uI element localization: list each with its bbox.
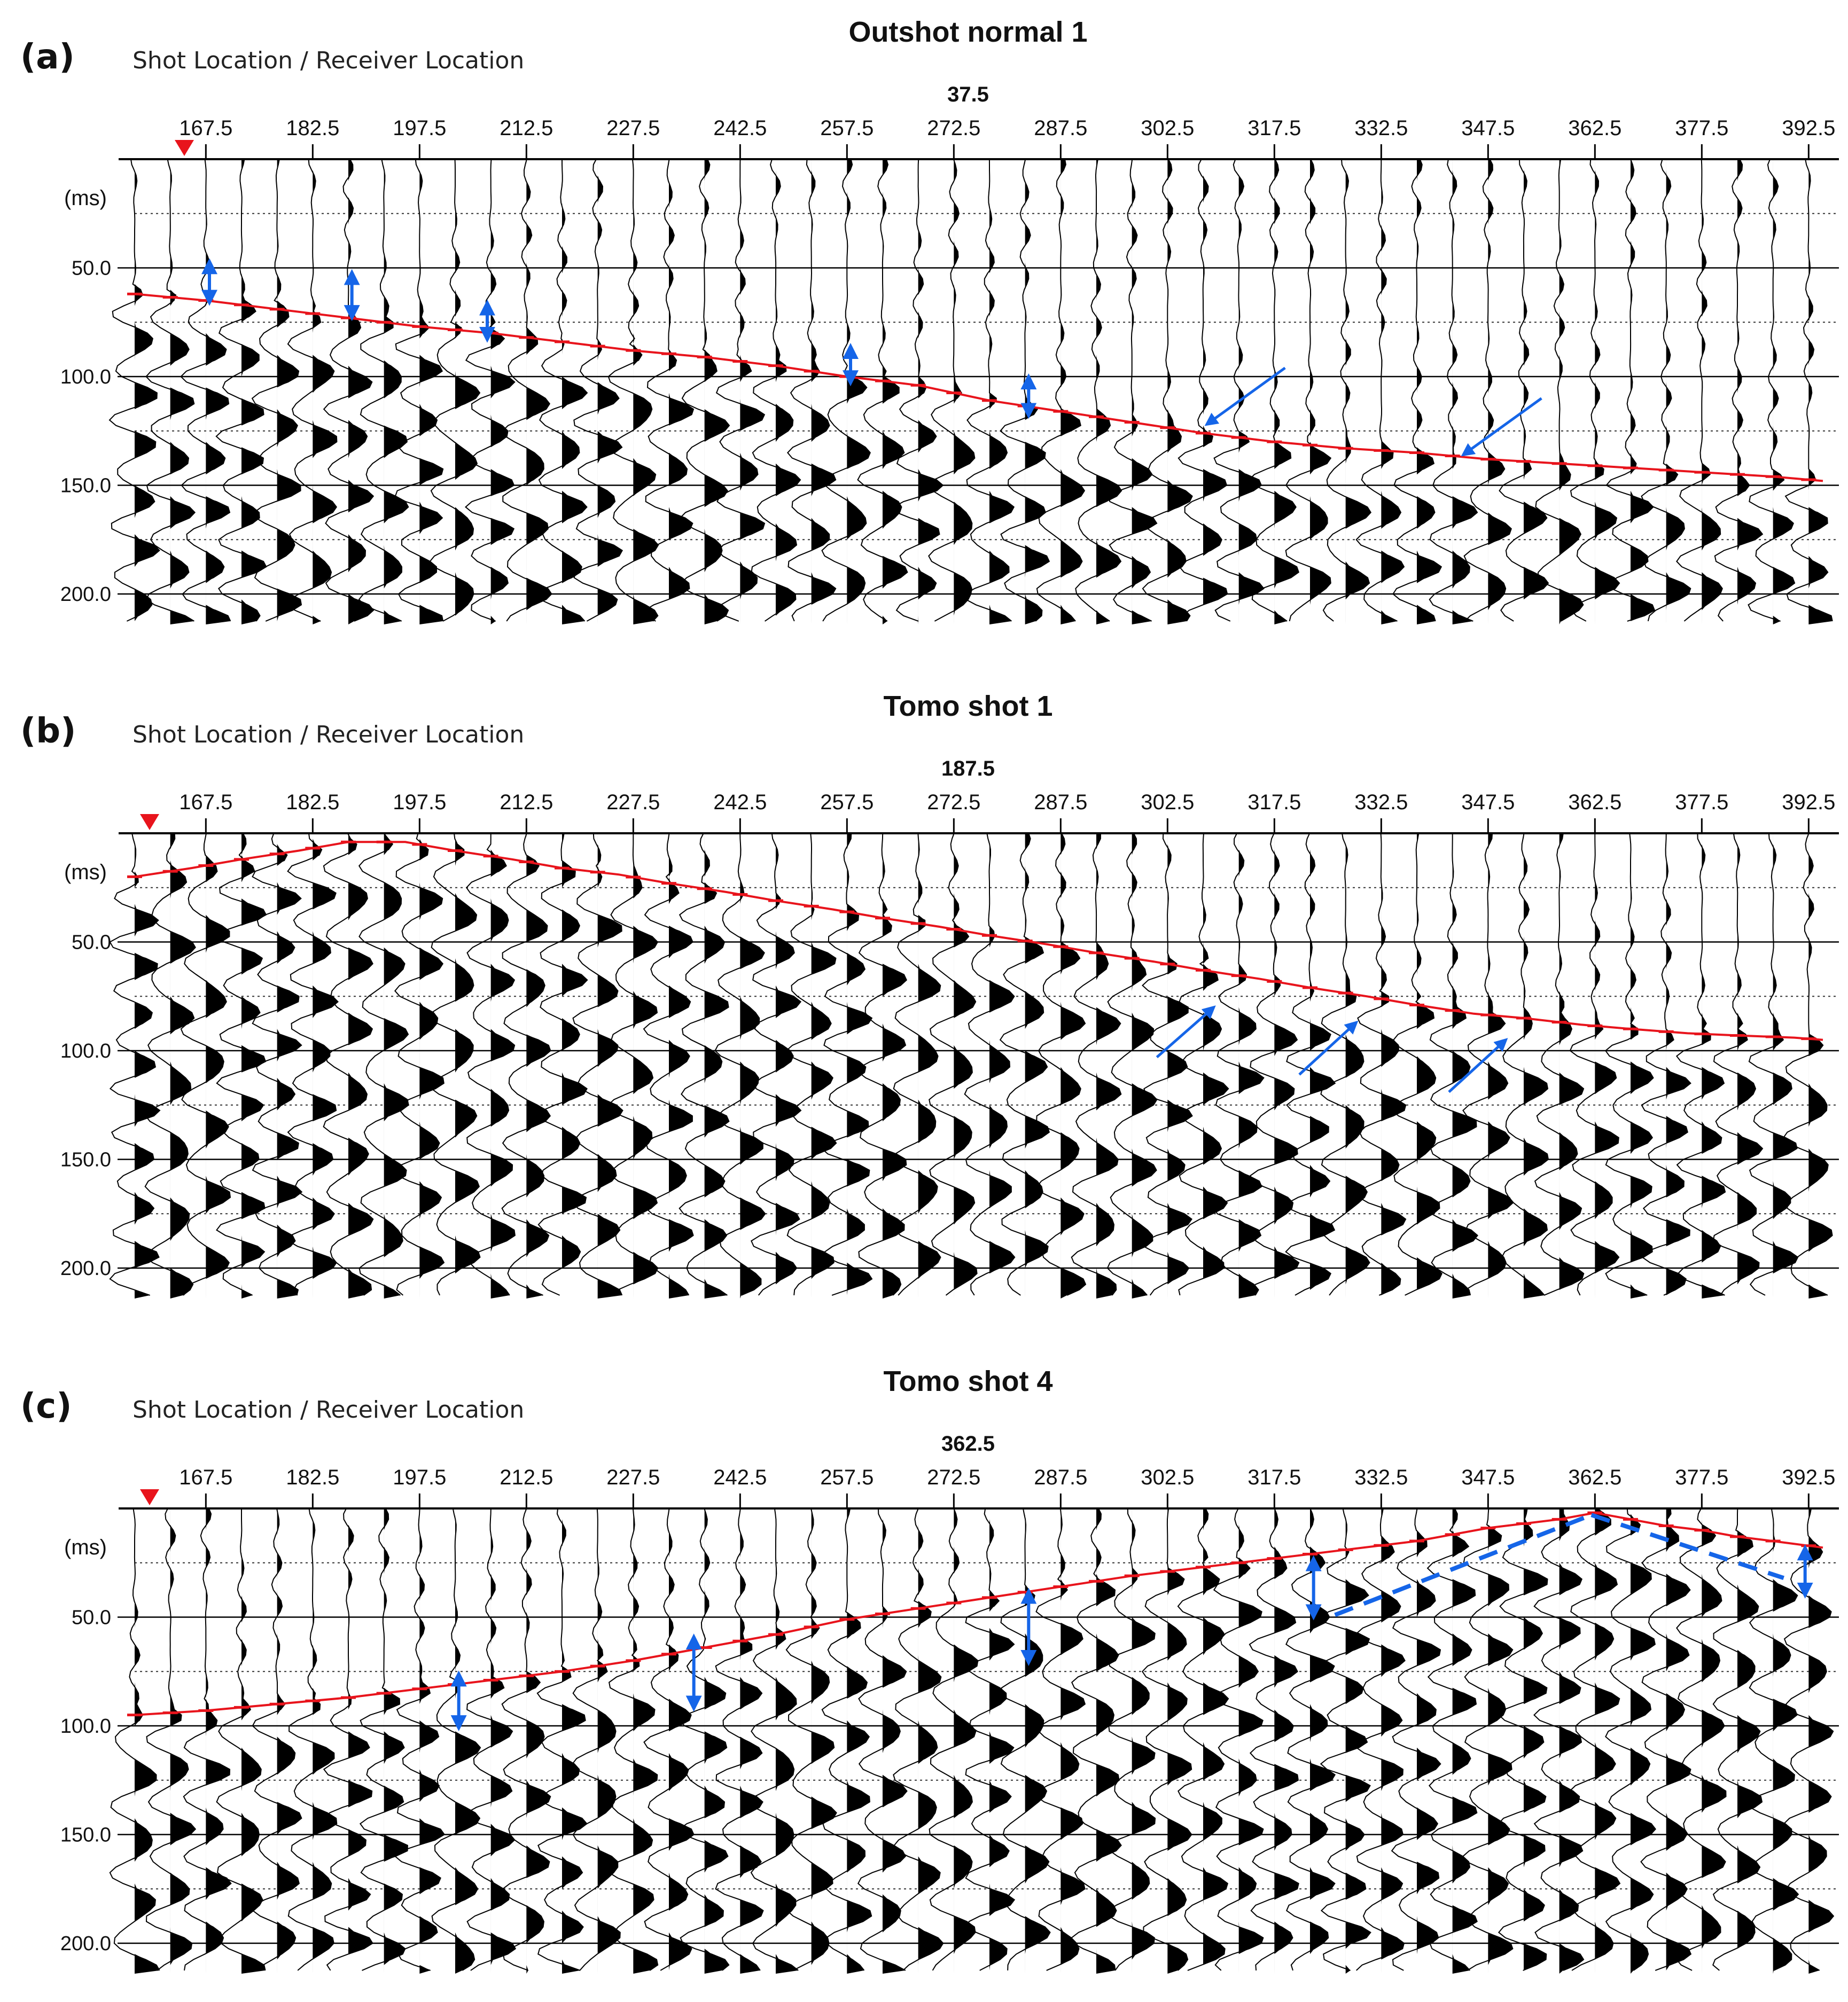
x-tick-label: 212.5	[500, 1466, 553, 1489]
x-tick-label: 392.5	[1782, 116, 1836, 140]
x-tick-label: 347.5	[1461, 791, 1515, 814]
x-tick-label: 227.5	[606, 791, 660, 814]
x-tick-label: 302.5	[1141, 116, 1195, 140]
y-tick-label: 200.0	[60, 1933, 111, 1955]
x-tick-label: 347.5	[1461, 1466, 1515, 1489]
x-tick-label: 317.5	[1247, 791, 1301, 814]
x-tick-label: 377.5	[1675, 116, 1729, 140]
y-tick-label: 200.0	[60, 1257, 111, 1280]
x-tick-label: 302.5	[1141, 791, 1195, 814]
x-tick-label: 227.5	[606, 116, 660, 140]
y-tick-label: 200.0	[60, 583, 111, 606]
x-tick-label: 392.5	[1782, 1466, 1836, 1489]
panel-a-letter: (a)	[20, 37, 75, 77]
x-tick-label: 197.5	[393, 791, 447, 814]
x-tick-label: 197.5	[393, 1466, 447, 1489]
x-tick-label: 317.5	[1247, 116, 1301, 140]
x-tick-label: 287.5	[1034, 791, 1088, 814]
x-tick-label: 377.5	[1675, 1466, 1729, 1489]
x-tick-label: 242.5	[713, 791, 767, 814]
x-tick-label: 167.5	[179, 116, 233, 140]
x-tick-label: 287.5	[1034, 1466, 1088, 1489]
y-tick-label: 150.0	[60, 1824, 111, 1847]
x-tick-label: 257.5	[820, 1466, 874, 1489]
x-tick-label: 212.5	[500, 791, 553, 814]
x-tick-label: 377.5	[1675, 791, 1729, 814]
panel-c-y-unit: (ms)	[64, 1536, 107, 1559]
x-tick-label: 362.5	[1568, 116, 1622, 140]
x-tick-label: 182.5	[286, 1466, 340, 1489]
x-tick-label: 212.5	[500, 116, 553, 140]
x-tick-label: 302.5	[1141, 1466, 1195, 1489]
x-tick-label: 272.5	[927, 116, 981, 140]
y-tick-label: 100.0	[60, 1040, 111, 1062]
panel-a-x-axis-title: Shot Location / Receiver Location	[132, 47, 525, 74]
y-tick-label: 50.0	[72, 1606, 111, 1629]
x-tick-label: 182.5	[286, 116, 340, 140]
panel-c-letter: (c)	[20, 1387, 72, 1426]
x-tick-label: 242.5	[713, 116, 767, 140]
panel-b-shot-location: 187.5	[941, 757, 995, 780]
x-tick-label: 392.5	[1782, 791, 1836, 814]
x-tick-label: 242.5	[713, 1466, 767, 1489]
x-tick-label: 347.5	[1461, 116, 1515, 140]
x-tick-label: 332.5	[1354, 791, 1408, 814]
x-tick-label: 287.5	[1034, 116, 1088, 140]
panel-c-x-axis-title: Shot Location / Receiver Location	[132, 1396, 525, 1424]
x-tick-label: 332.5	[1354, 116, 1408, 140]
x-tick-label: 257.5	[820, 116, 874, 140]
panel-b-y-unit: (ms)	[64, 861, 107, 884]
panel-c-shot-location: 362.5	[941, 1432, 995, 1456]
x-tick-label: 272.5	[927, 791, 981, 814]
x-tick-label: 167.5	[179, 791, 233, 814]
panel-a-y-unit: (ms)	[64, 186, 107, 210]
x-tick-label: 362.5	[1568, 1466, 1622, 1489]
x-tick-label: 362.5	[1568, 791, 1622, 814]
panel-c-title: Tomo shot 4	[883, 1365, 1053, 1397]
panel-b-letter: (b)	[20, 711, 76, 751]
y-tick-label: 50.0	[72, 257, 111, 280]
y-tick-label: 150.0	[60, 1148, 111, 1171]
x-tick-label: 272.5	[927, 1466, 981, 1489]
x-tick-label: 257.5	[820, 791, 874, 814]
panel-b-x-axis-title: Shot Location / Receiver Location	[132, 721, 525, 748]
x-tick-label: 197.5	[393, 116, 447, 140]
y-tick-label: 50.0	[72, 931, 111, 954]
y-tick-label: 100.0	[60, 366, 111, 388]
y-tick-label: 100.0	[60, 1715, 111, 1738]
x-tick-label: 227.5	[606, 1466, 660, 1489]
x-tick-label: 317.5	[1247, 1466, 1301, 1489]
x-tick-label: 182.5	[286, 791, 340, 814]
x-tick-label: 332.5	[1354, 1466, 1408, 1489]
y-tick-label: 150.0	[60, 474, 111, 497]
panel-b-title: Tomo shot 1	[883, 690, 1053, 722]
panel-a-title: Outshot normal 1	[848, 16, 1088, 48]
panel-a-shot-location: 37.5	[947, 83, 989, 106]
x-tick-label: 167.5	[179, 1466, 233, 1489]
